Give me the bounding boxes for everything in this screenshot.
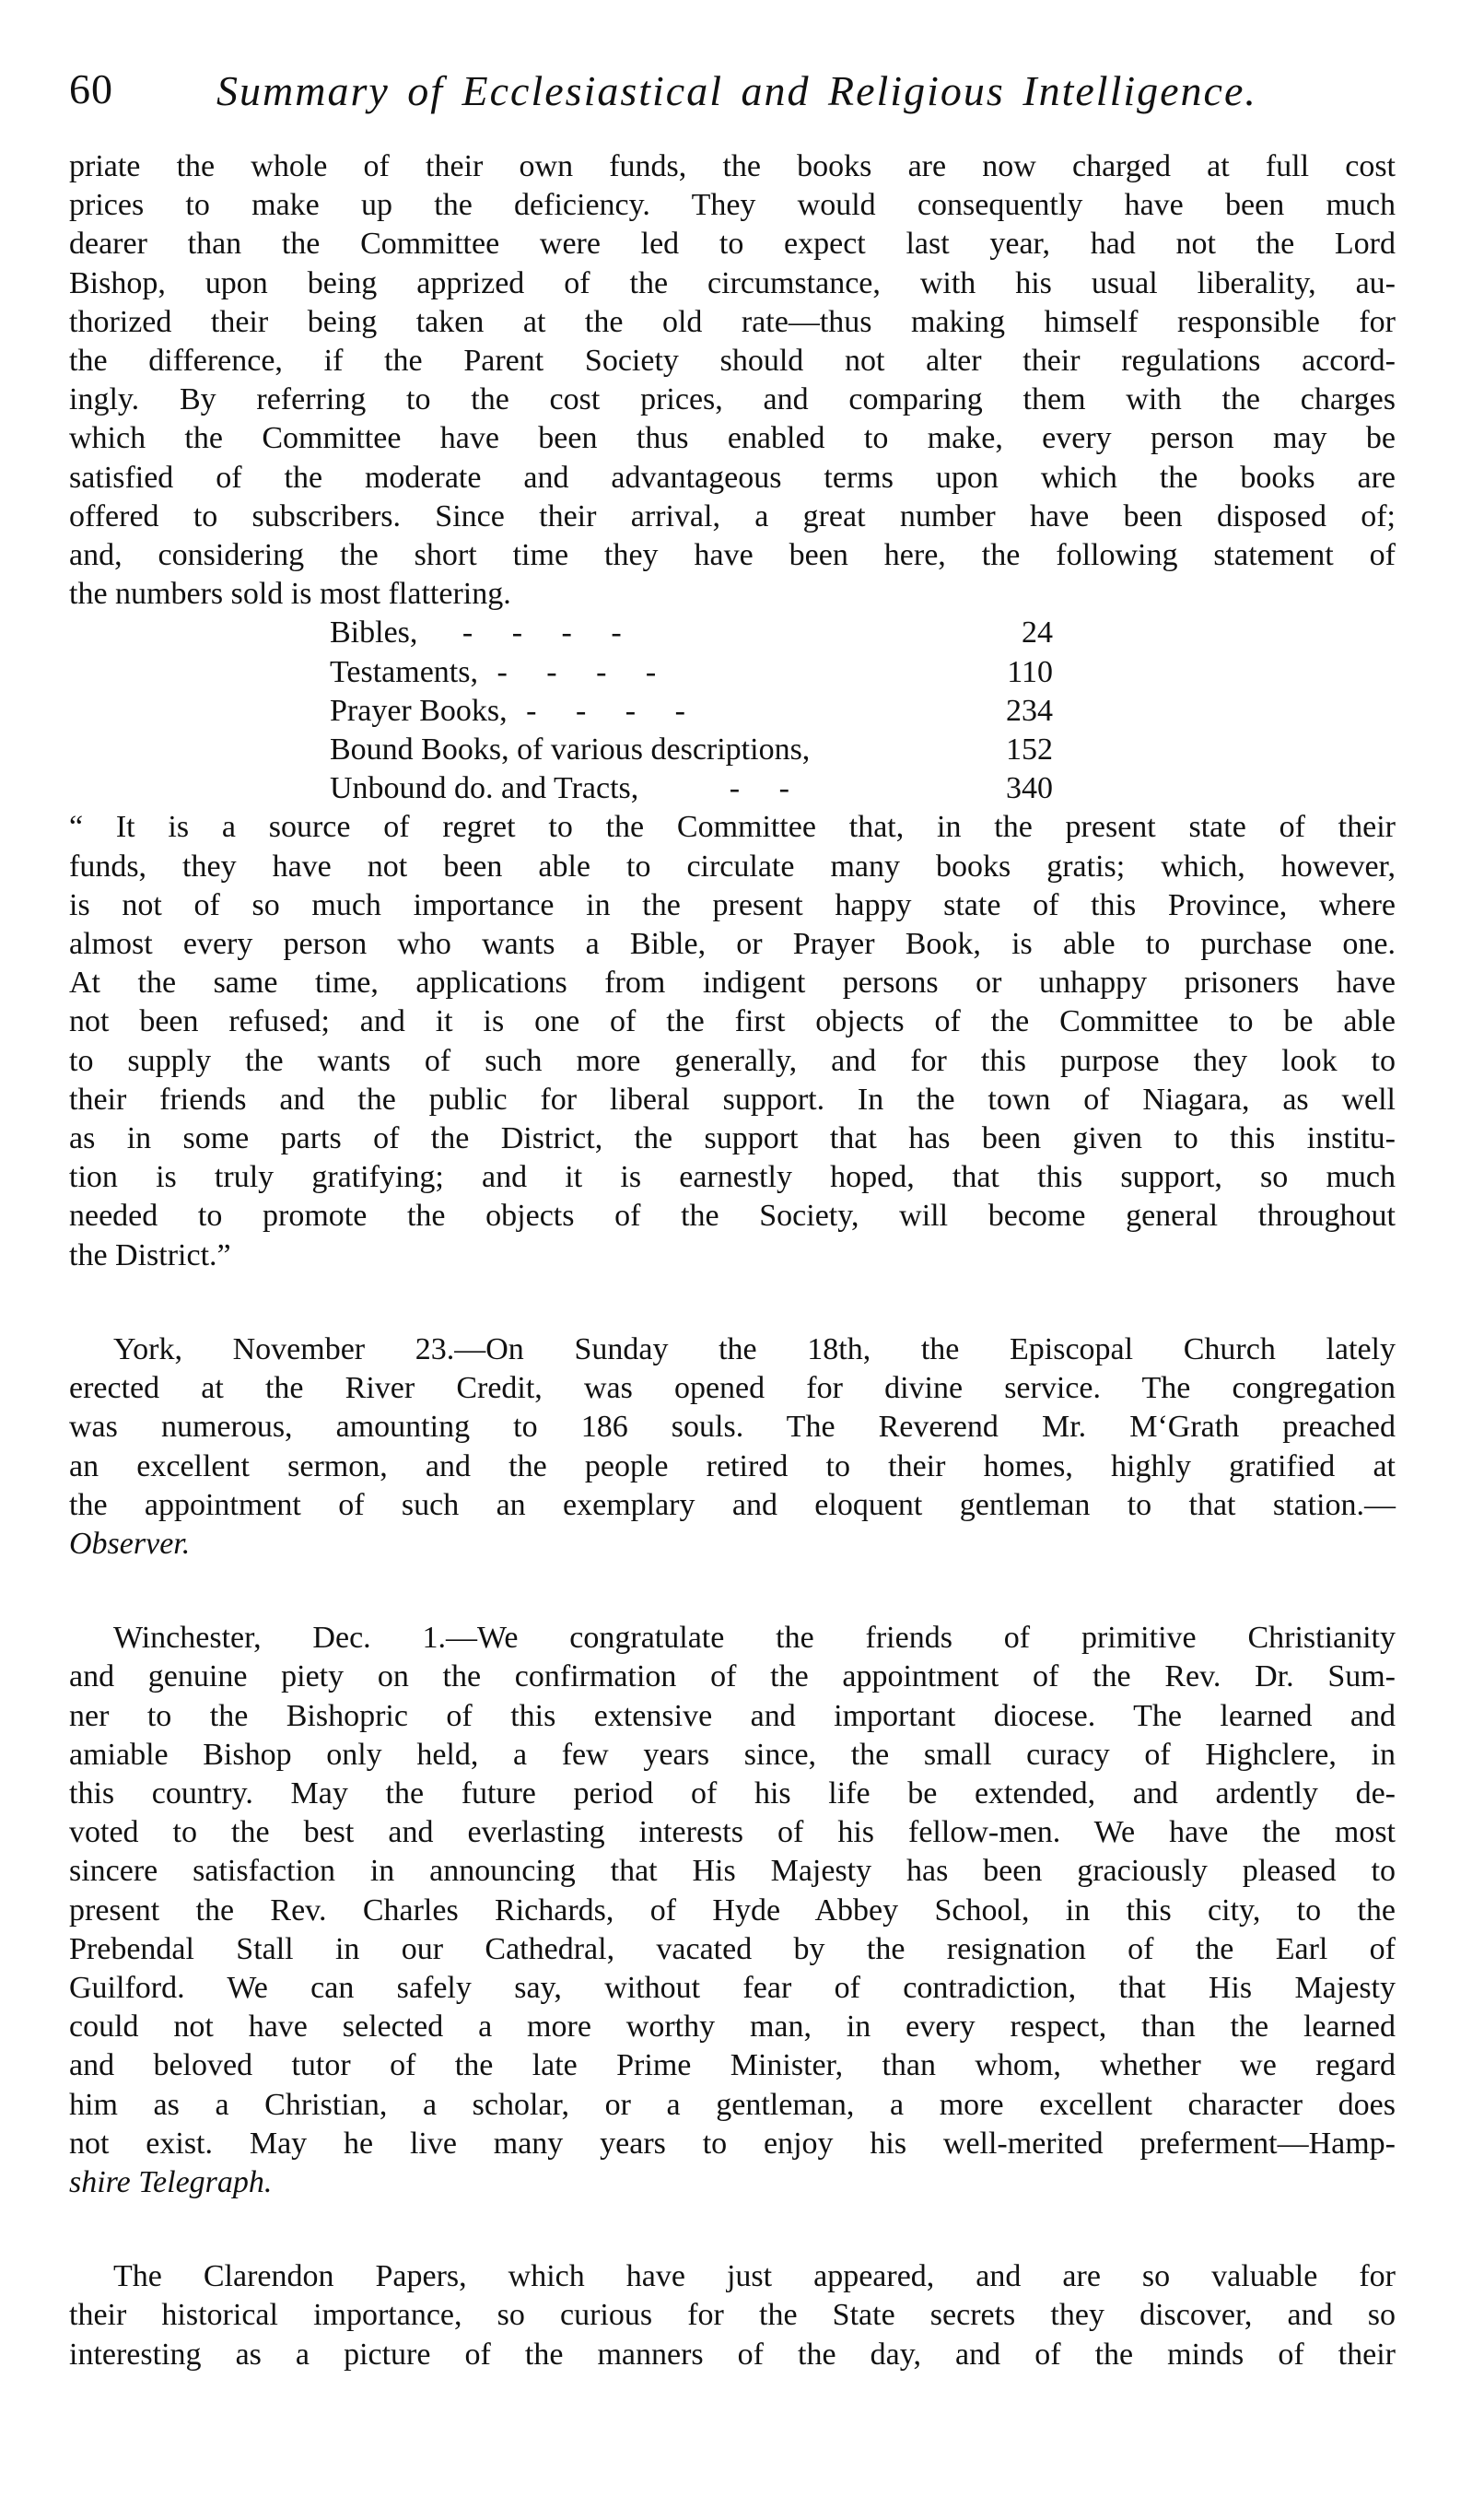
text-line: priate the whole of their own funds, the books are now charged at full cost: [69, 149, 1396, 183]
text-line: At the same time, applications from indigent persons or unhappy prisoners have: [69, 966, 1396, 1001]
sales-table: [330, 614, 1053, 808]
text-line: Winchester, Dec. 1.—We congratulate the friends of primitive Christianity: [113, 1621, 1396, 1656]
text-line: and, considering the short time they have been here, the following statement of: [69, 538, 1396, 573]
text-line: Bishop, upon being apprized of the circumstance, with his usual liberality, au-: [69, 265, 1396, 300]
section-gap: [69, 1275, 1396, 1330]
text-line: amiable Bishop only held, a few years since, the small curacy of Highclere, in: [69, 1737, 1396, 1772]
text-line: Observer.: [69, 1526, 191, 1561]
text-line: York, November 23.—On Sunday the 18th, the Episcopal Church lately: [113, 1331, 1396, 1366]
sales-row: [330, 692, 1053, 731]
sales-row: [330, 653, 1053, 692]
text-line: could not have selected a more worthy man, in every respect, than the learned: [69, 2010, 1396, 2045]
running-head: [69, 64, 1396, 138]
text-line: dearer than the Committee were led to expect last year, had not the Lord: [69, 227, 1396, 262]
text-line: the numbers sold is most flattering.: [69, 577, 511, 612]
text-line: an excellent sermon, and the people retired to their homes, highly gratified at: [69, 1448, 1396, 1483]
text-line: tion is truly gratifying; and it is earnestly hoped, that this support, so much: [69, 1160, 1396, 1195]
text-line: shire Telegraph.: [69, 2164, 273, 2199]
text-line: satisfied of the moderate and advantageous terms upon which the books are: [69, 460, 1396, 495]
winchester-paragraph: [69, 1619, 1396, 2202]
text-line: was numerous, amounting to 186 souls. The Reverend Mr. M‘Grath preached: [69, 1410, 1396, 1445]
clarendon-paragraph: [69, 2257, 1396, 2374]
text-line: funds, they have not been able to circulate many books gratis; which, however,: [69, 849, 1396, 884]
text-line: sincere satisfaction in announcing that His Majesty has been graciously pleased to: [69, 1854, 1396, 1889]
text-line: prices to make up the deficiency. They would consequently have been much: [69, 188, 1396, 223]
sales-item: Bound Books, of various descriptions,: [330, 732, 811, 768]
text-line: voted to the best and everlasting interests of his fellow-men. We have the most: [69, 1815, 1396, 1850]
text-line: ingly. By referring to the cost prices, and comparing them with the charges: [69, 382, 1396, 417]
sales-row: [330, 769, 1053, 808]
text-line: erected at the River Credit, was opened for divine service. The congregation: [69, 1371, 1396, 1406]
sales-count: 340: [1006, 771, 1053, 806]
quote-paragraph: [69, 808, 1396, 1274]
text-line: “ It is a source of regret to the Committee that, in the present state of their: [69, 810, 1396, 845]
leader-dashes: - -: [729, 771, 789, 806]
text-line: to supply the wants of such more generally, and for this purpose they look to: [69, 1043, 1396, 1078]
york-paragraph: [69, 1330, 1396, 1564]
text-line: not exist. May he live many years to enjoy his well-merited preferment—Hamp-: [69, 2126, 1396, 2161]
text-line: Prebendal Stall in our Cathedral, vacated by the resignation of the Earl of: [69, 1931, 1396, 1966]
text-line: interesting as a picture of the manners of the day, and of the minds of their: [69, 2337, 1396, 2372]
sales-item: Bibles, - - - -: [330, 615, 622, 650]
sales-count: 24: [1022, 615, 1053, 650]
section-gap: [69, 2202, 1396, 2257]
text-line: and genuine piety on the confirmation of the appointment of the Rev. Dr. Sum-: [69, 1659, 1396, 1694]
sales-row: [330, 614, 1053, 652]
text-line: as in some parts of the District, the support that has been given to this institu-: [69, 1121, 1396, 1156]
text-line: thorized their being taken at the old rate—thus making himself responsible for: [69, 304, 1396, 339]
sales-row: [330, 731, 1053, 769]
text-line: and beloved tutor of the late Prime Minister, than whom, whether we regard: [69, 2048, 1396, 2083]
text-line: almost every person who wants a Bible, or Prayer Book, is able to purchase one.: [69, 927, 1396, 962]
text-line: the difference, if the Parent Society should not alter their regulations accord-: [69, 344, 1396, 379]
intro-paragraph: [69, 147, 1396, 614]
text-line: their historical importance, so curious for the State secrets they discover, and so: [69, 2298, 1396, 2333]
sales-item: Testaments, - - - -: [330, 654, 657, 689]
text-line: him as a Christian, a scholar, or a gentleman, a more excellent character does: [69, 2087, 1396, 2122]
text-line: Guilford. We can safely say, without fear of contradiction, that His Majesty: [69, 1970, 1396, 2005]
text-line: The Clarendon Papers, which have just appeared, and are so valuable for: [113, 2259, 1396, 2294]
document-page: [69, 64, 1396, 2374]
text-line: is not of so much importance in the present happy state of this Province, where: [69, 887, 1396, 922]
text-line: this country. May the future period of his life be extended, and ardently de-: [69, 1775, 1396, 1810]
text-line: present the Rev. Charles Richards, of Hyde Abbey School, in this city, to the: [69, 1893, 1396, 1928]
text-line: the appointment of such an exemplary and eloquent gentleman to that station.—: [69, 1487, 1396, 1522]
section-gap: [69, 1564, 1396, 1619]
text-line: their friends and the public for liberal support. In the town of Niagara, as well: [69, 1082, 1396, 1117]
leader-dashes: - - - -: [497, 654, 657, 689]
running-title: Summary of Ecclesiastical and Religious Intelligence.: [216, 67, 1257, 114]
text-line: not been refused; and it is one of the first objects of the Committee to be able: [69, 1004, 1396, 1039]
page-number: 60: [69, 65, 113, 112]
sales-count: 152: [1006, 732, 1053, 768]
text-line: offered to subscribers. Since their arrival, a great number have been disposed of;: [69, 498, 1396, 533]
text-line: which the Committee have been thus enabled to make, every person may be: [69, 421, 1396, 456]
sales-count: 234: [1006, 693, 1053, 728]
sales-count: 110: [1007, 654, 1053, 689]
text-line: needed to promote the objects of the Society, will become general throughout: [69, 1199, 1396, 1234]
leader-dashes: - - - -: [462, 615, 622, 650]
sales-item: Prayer Books, - - - -: [330, 693, 685, 728]
text-line: the District.”: [69, 1237, 231, 1272]
sales-item: Unbound do. and Tracts, - -: [330, 771, 789, 806]
leader-dashes: - - - -: [526, 693, 685, 728]
text-line: ner to the Bishopric of this extensive and important diocese. The learned and: [69, 1698, 1396, 1733]
